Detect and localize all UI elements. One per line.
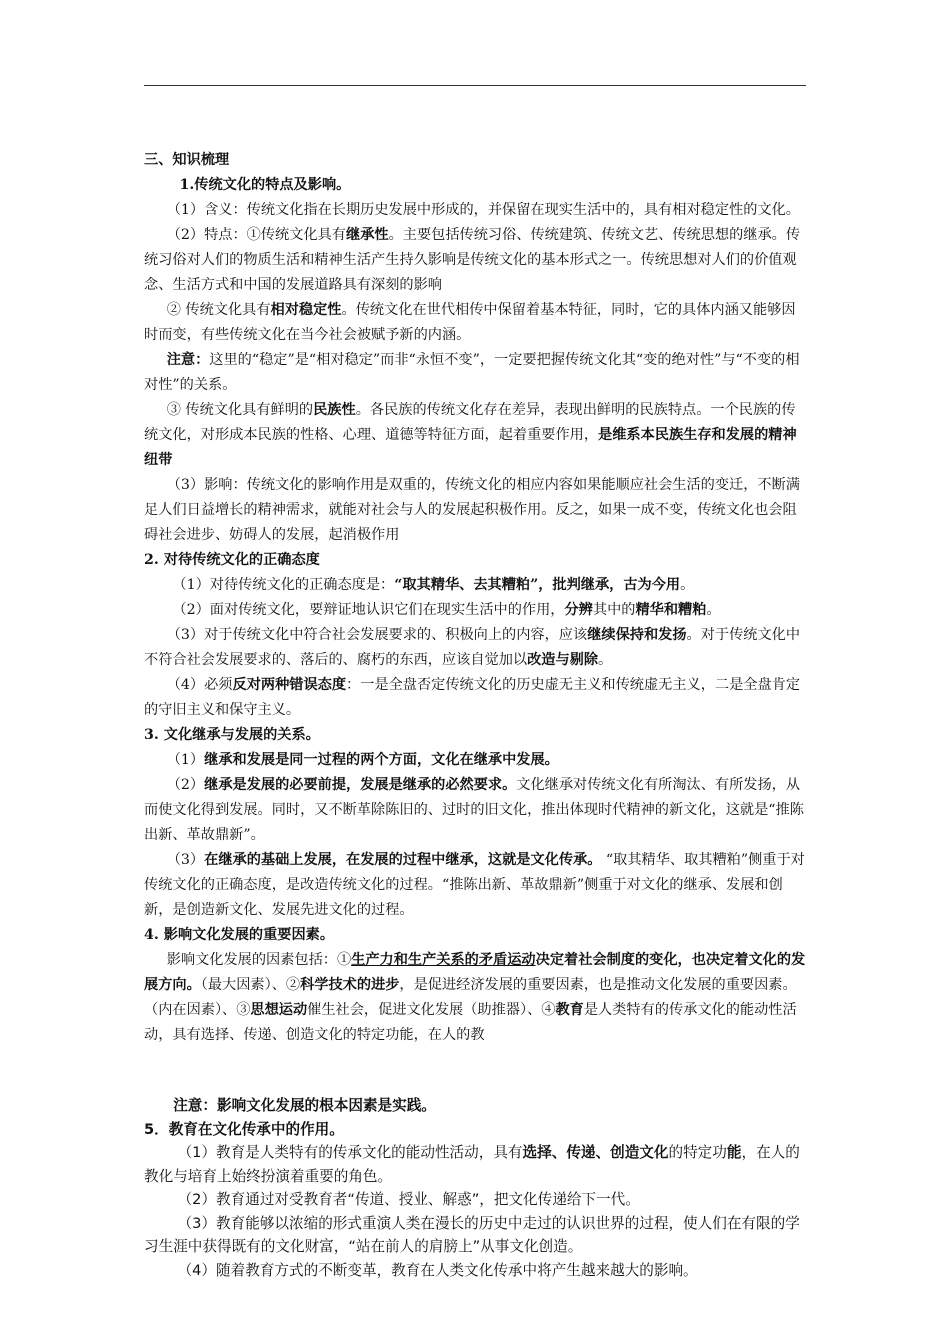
s1-title: 1.传统文化的特点及影响。 bbox=[179, 177, 351, 193]
s2-item-4: （4）必须反对两种错误态度：一是全盘否定传统文化的历史虚无主义和传统虚无主义，二是全盘肯定的守旧主义和保守主义。 bbox=[144, 677, 801, 718]
s4-title: 4. 影响文化发展的重要因素。 bbox=[144, 927, 335, 943]
s1-feature-1: （2）特点：①传统文化具有继承性。主要包括传统习俗、传统建筑、传统文艺、传统思想的继承。传统习俗对人们的物质生活和精神生活产生持久影响是传统文化的基本形式之一。传统思想对人们的价值观念、生活方式和中国的发展道路具有深刻的影响 bbox=[144, 227, 801, 293]
document-body-part2 bbox=[144, 1094, 814, 1282]
s1-definition: （1）含义：传统文化指在长期历史发展中形成的，并保留在现实生活中的，具有相对稳定性的文化。 bbox=[166, 202, 800, 218]
s1-feature-3: ③ 传统文化具有鲜明的民族性。各民族的传统文化存在差异，表现出鲜明的民族特点。一个民族的传统文化，对形成本民族的性格、心理、道德等特征方面，起着重要作用，是维系本民族生存和发展的精神纽带 bbox=[144, 402, 797, 468]
root-factor-note: 注意：影响文化发展的根本因素是实践。 bbox=[173, 1097, 436, 1114]
s2-item-1: （1）对待传统文化的正确态度是：“取其精华、去其糟粕”，批判继承，古为今用。 bbox=[172, 577, 695, 593]
s2-title: 2. 对待传统文化的正确态度 bbox=[144, 552, 320, 568]
s4-paragraph: 影响文化发展的因素包括：①生产力和生产关系的矛盾运动决定着社会制度的变化，也决定着文化的发展方向。（最大因素）、②科学技术的进步，是促进经济发展的重要因素，也是推动文化发展的重要因素。（内在因素）、③思想运动催生社会，促进文化发展（助推器）、④教育是人类特有的传承文化的能动性活动，具有选择、传递、创造文化的特定功能，在人的教 bbox=[144, 952, 806, 1043]
s2-item-2: （2）面对传统文化，要辩证地认识它们在现实生活中的作用，分辨其中的精华和糟粕。 bbox=[172, 602, 721, 618]
s1-feature-2: ② 传统文化具有相对稳定性。传统文化在世代相传中保留着基本特征，同时，它的具体内涵又能够因时而变，有些传统文化在当今社会被赋予新的内涵。 bbox=[144, 302, 796, 343]
document-body bbox=[144, 148, 808, 1048]
s5-item-2: （2）教育通过对受教育者“传道、授业、解惑”，把文化传递给下一代。 bbox=[177, 1191, 640, 1208]
s2-item-3: （3）对于传统文化中符合社会发展要求的、积极向上的内容，应该继续保持和发扬。对于传统文化中不符合社会发展要求的、落后的、腐朽的东西，应该自觉加以改造与剔除。 bbox=[144, 627, 801, 668]
s3-item-3: （3）在继承的基础上发展，在发展的过程中继承，这就是文化传承。 “取其精华、取其糟粕”侧重于对传统文化的正确态度，是改造传统文化的过程。“推陈出新、革故鼎新”侧重于对文化的继承、发展和创新，是创造新文化、发展先进文化的过程。 bbox=[144, 852, 805, 918]
s5-item-4: （4）随着教育方式的不断变革，教育在人类文化传承中将产生越来越大的影响。 bbox=[177, 1261, 698, 1279]
s5-title: 5．教育在文化传承中的作用。 bbox=[144, 1120, 344, 1138]
s3-item-2: （2）继承是发展的必要前提，发展是继承的必然要求。文化继承对传统文化有所淘汰、有所发扬，从而使文化得到发展。同时，又不断革除陈旧的、过时的旧文化，推出体现时代精神的新文化，这就是“推陈出新、革故鼎新”。 bbox=[144, 777, 804, 843]
s1-note: 注意：这里的“稳定”是“相对稳定”而非“永恒不变”，一定要把握传统文化其“变的绝对性”与“不变的相对性”的关系。 bbox=[144, 352, 800, 393]
s5-item-1: （1）教育是人类特有的传承文化的能动性活动，具有选择、传递、创造文化的特定功能，在人的教化与培育上始终扮演着重要的角色。 bbox=[144, 1144, 800, 1185]
header-rule bbox=[144, 85, 806, 86]
s5-item-3: （3）教育能够以浓缩的形式重演人类在漫长的历史中走过的认识世界的过程，使人们在有限的学习生涯中获得既有的文化财富，“站在前人的肩膀上”从事文化创造。 bbox=[144, 1214, 800, 1255]
s1-influence: （3）影响：传统文化的影响作用是双重的，传统文化的相应内容如果能顺应社会生活的变迁，不断满足人们日益增长的精神需求，就能对社会与人的发展起积极作用。反之，如果一成不变，传统文化也会阻碍社会进步、妨碍人的发展，起消极作用 bbox=[144, 477, 800, 543]
section-heading: 三、知识梳理 bbox=[144, 152, 230, 168]
s3-item-1: （1）继承和发展是同一过程的两个方面，文化在继承中发展。 bbox=[166, 752, 559, 768]
s3-title: 3. 文化继承与发展的关系。 bbox=[144, 727, 320, 743]
